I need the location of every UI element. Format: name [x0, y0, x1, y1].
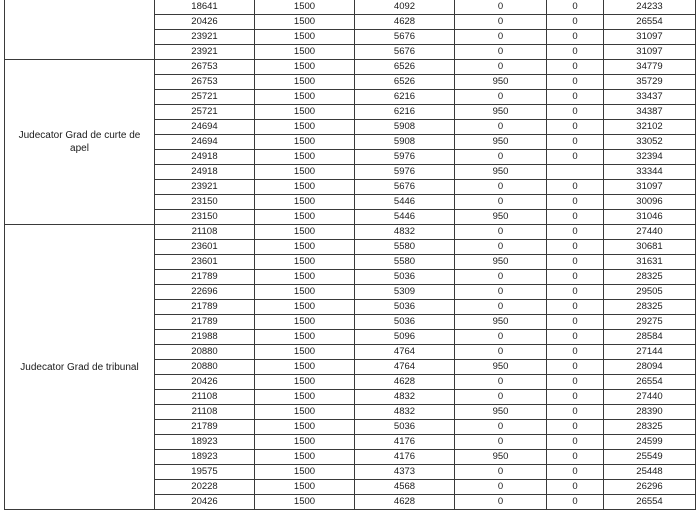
table-cell: 4832: [355, 390, 455, 405]
table-cell: 1500: [255, 120, 355, 135]
table-cell: 0: [455, 285, 547, 300]
table-cell: 23601: [155, 255, 255, 270]
table-cell: 21108: [155, 225, 255, 240]
table-cell: 4628: [355, 15, 455, 30]
table-cell: 0: [547, 30, 604, 45]
table-cell: 24233: [604, 0, 696, 15]
table-cell: 29505: [604, 285, 696, 300]
table-cell: 1500: [255, 270, 355, 285]
table-cell: 34779: [604, 60, 696, 75]
table-cell: 0: [547, 255, 604, 270]
table-cell: 1500: [255, 360, 355, 375]
table-cell: 31046: [604, 210, 696, 225]
table-cell: 0: [547, 435, 604, 450]
table-cell: 4176: [355, 435, 455, 450]
table-cell: 26554: [604, 495, 696, 510]
table-cell: 0: [547, 345, 604, 360]
table-cell: 20880: [155, 345, 255, 360]
table-cell: 0: [455, 15, 547, 30]
table-cell: 0: [547, 45, 604, 60]
table-cell: 21108: [155, 390, 255, 405]
table-cell: 24694: [155, 120, 255, 135]
table-cell: 1500: [255, 480, 355, 495]
table-cell: 4568: [355, 480, 455, 495]
table-cell: 0: [455, 330, 547, 345]
table-cell: 1500: [255, 255, 355, 270]
table-cell: 0: [547, 150, 604, 165]
table-cell: 5908: [355, 135, 455, 150]
table-cell: 25549: [604, 450, 696, 465]
table-cell: 20426: [155, 495, 255, 510]
table-cell: 28390: [604, 405, 696, 420]
table-cell: 0: [455, 480, 547, 495]
table-cell: 1500: [255, 345, 355, 360]
table-cell: 0: [455, 225, 547, 240]
table-cell: 0: [455, 240, 547, 255]
table-row: [5, 225, 696, 240]
table-cell: 0: [547, 195, 604, 210]
table-cell: 0: [547, 480, 604, 495]
table-cell: 1500: [255, 495, 355, 510]
table-cell: 0: [455, 120, 547, 135]
table-cell: 950: [455, 450, 547, 465]
table-cell: 1500: [255, 15, 355, 30]
table-cell: 5309: [355, 285, 455, 300]
table-cell: 4764: [355, 360, 455, 375]
table-cell: 0: [547, 420, 604, 435]
table-cell: 1500: [255, 180, 355, 195]
table-cell: 4628: [355, 495, 455, 510]
table-cell: 0: [547, 225, 604, 240]
table-cell: 1500: [255, 240, 355, 255]
table-cell: 950: [455, 105, 547, 120]
table-cell: 19575: [155, 465, 255, 480]
table-cell: 0: [547, 330, 604, 345]
table-cell: 26554: [604, 15, 696, 30]
table-cell: 6216: [355, 105, 455, 120]
table-cell: 22696: [155, 285, 255, 300]
table-cell: 21988: [155, 330, 255, 345]
table-cell: 27144: [604, 345, 696, 360]
group-label: Judecator Grad de curte de apel: [5, 60, 155, 225]
table-cell: 0: [455, 375, 547, 390]
table-cell: 1500: [255, 105, 355, 120]
table-cell: 1500: [255, 450, 355, 465]
table-cell: 1500: [255, 210, 355, 225]
table-row: [5, 0, 696, 15]
table-cell: 950: [455, 315, 547, 330]
table-cell: 1500: [255, 330, 355, 345]
table-cell: 950: [455, 405, 547, 420]
table-cell: 0: [455, 30, 547, 45]
table-cell: 31097: [604, 45, 696, 60]
table-cell: 0: [547, 180, 604, 195]
table-cell: 0: [547, 60, 604, 75]
table-cell: 1500: [255, 375, 355, 390]
table-cell: 20880: [155, 360, 255, 375]
table-cell: 25721: [155, 105, 255, 120]
table-cell: 0: [547, 240, 604, 255]
table-cell: 1500: [255, 45, 355, 60]
table-cell: 1500: [255, 0, 355, 15]
table-cell: 1500: [255, 435, 355, 450]
table-cell: 0: [547, 390, 604, 405]
table-cell: 0: [547, 360, 604, 375]
table-cell: 34387: [604, 105, 696, 120]
table-cell: 1500: [255, 195, 355, 210]
table-cell: 21789: [155, 420, 255, 435]
table-cell: 32102: [604, 120, 696, 135]
table-cell: 24694: [155, 135, 255, 150]
table-cell: 0: [455, 60, 547, 75]
table-cell: 950: [455, 255, 547, 270]
group-label: Judecator Grad de tribunal: [5, 225, 155, 510]
table-cell: 0: [455, 150, 547, 165]
table-cell: 0: [455, 345, 547, 360]
table-cell: 20426: [155, 15, 255, 30]
table-cell: 1500: [255, 390, 355, 405]
table-cell: 1500: [255, 225, 355, 240]
table-cell: 0: [455, 0, 547, 15]
table-cell: 23601: [155, 240, 255, 255]
table-cell: 25721: [155, 90, 255, 105]
table-cell: 28325: [604, 270, 696, 285]
table-cell: 23921: [155, 45, 255, 60]
table-cell: 29275: [604, 315, 696, 330]
table-cell: 5676: [355, 30, 455, 45]
table-cell: 33437: [604, 90, 696, 105]
table-cell: 5036: [355, 420, 455, 435]
group-label: [5, 0, 155, 60]
table-cell: 28325: [604, 300, 696, 315]
table-cell: 0: [547, 120, 604, 135]
table-cell: 0: [547, 405, 604, 420]
table-cell: 23921: [155, 180, 255, 195]
table-cell: 30681: [604, 240, 696, 255]
table-cell: 1500: [255, 405, 355, 420]
table-cell: 4092: [355, 0, 455, 15]
table-cell: 1500: [255, 300, 355, 315]
table-cell: 0: [455, 90, 547, 105]
table-cell: 1500: [255, 150, 355, 165]
table-cell: 26753: [155, 75, 255, 90]
table-cell: 6216: [355, 90, 455, 105]
table-cell: 0: [547, 135, 604, 150]
table-cell: 1500: [255, 30, 355, 45]
table-cell: 950: [455, 210, 547, 225]
salary-table: [4, 0, 696, 510]
table-cell: 1500: [255, 165, 355, 180]
table-cell: 18641: [155, 0, 255, 15]
table-cell: 1500: [255, 420, 355, 435]
table-cell: 0: [455, 495, 547, 510]
table-cell: 0: [547, 90, 604, 105]
table-cell: 0: [547, 285, 604, 300]
table-cell: 1500: [255, 60, 355, 75]
table-cell: 950: [455, 165, 547, 180]
table-cell: 6526: [355, 75, 455, 90]
table-cell: 0: [547, 495, 604, 510]
table-cell: 24599: [604, 435, 696, 450]
table-cell: 5446: [355, 210, 455, 225]
table-cell: 0: [547, 0, 604, 15]
table-cell: 1500: [255, 285, 355, 300]
table-cell: 0: [455, 465, 547, 480]
table-cell: 4176: [355, 450, 455, 465]
table-cell: 18923: [155, 450, 255, 465]
table-cell: 33344: [604, 165, 696, 180]
table-cell: 35729: [604, 75, 696, 90]
table-cell: 0: [455, 195, 547, 210]
table-cell: 0: [547, 75, 604, 90]
table-cell: 5908: [355, 120, 455, 135]
table-cell: 0: [455, 300, 547, 315]
table-cell: 28325: [604, 420, 696, 435]
table-cell: 5580: [355, 240, 455, 255]
table-cell: 23921: [155, 30, 255, 45]
table-cell: 0: [547, 465, 604, 480]
table-cell: 33052: [604, 135, 696, 150]
table-cell: 24918: [155, 165, 255, 180]
table-cell: 21789: [155, 270, 255, 285]
table-cell: 5036: [355, 315, 455, 330]
table-cell: 5676: [355, 180, 455, 195]
table-cell: 27440: [604, 225, 696, 240]
table-cell: 32394: [604, 150, 696, 165]
table-cell: 5580: [355, 255, 455, 270]
table-cell: 0: [547, 375, 604, 390]
table-cell: 1500: [255, 465, 355, 480]
table-cell: 26296: [604, 480, 696, 495]
table-cell: 0: [547, 210, 604, 225]
table-cell: 0: [455, 390, 547, 405]
table-cell: 23150: [155, 210, 255, 225]
table-cell: 26554: [604, 375, 696, 390]
table-cell: 950: [455, 75, 547, 90]
table-cell: 4373: [355, 465, 455, 480]
table-cell: 31097: [604, 30, 696, 45]
table-cell: 0: [547, 315, 604, 330]
table-cell: 26753: [155, 60, 255, 75]
table-cell: 4628: [355, 375, 455, 390]
table-cell: 25448: [604, 465, 696, 480]
table-cell: 1500: [255, 90, 355, 105]
table-cell: 6526: [355, 60, 455, 75]
table-cell: 1500: [255, 135, 355, 150]
table-cell: [547, 165, 604, 180]
table-cell: 24918: [155, 150, 255, 165]
table-cell: 5446: [355, 195, 455, 210]
table-cell: 0: [547, 300, 604, 315]
table-cell: 28584: [604, 330, 696, 345]
table-cell: 0: [455, 435, 547, 450]
table-cell: 5976: [355, 150, 455, 165]
table-cell: 5036: [355, 300, 455, 315]
table-cell: 30096: [604, 195, 696, 210]
table-cell: 4764: [355, 345, 455, 360]
table-cell: 1500: [255, 315, 355, 330]
table-cell: 4832: [355, 405, 455, 420]
table-cell: 21108: [155, 405, 255, 420]
table-cell: 0: [547, 450, 604, 465]
table-cell: 21789: [155, 315, 255, 330]
table-cell: 23150: [155, 195, 255, 210]
table-cell: 950: [455, 135, 547, 150]
table-cell: 18923: [155, 435, 255, 450]
table-cell: 5676: [355, 45, 455, 60]
table-cell: 1500: [255, 75, 355, 90]
table-cell: 0: [547, 105, 604, 120]
table-cell: 0: [547, 270, 604, 285]
table-cell: 0: [455, 270, 547, 285]
table-cell: 5976: [355, 165, 455, 180]
table-cell: 28094: [604, 360, 696, 375]
table-cell: 21789: [155, 300, 255, 315]
table-cell: 4832: [355, 225, 455, 240]
salary-table-body: [5, 0, 696, 510]
table-cell: 950: [455, 360, 547, 375]
table-row: [5, 60, 696, 75]
table-cell: 27440: [604, 390, 696, 405]
table-cell: 5036: [355, 270, 455, 285]
table-cell: 31631: [604, 255, 696, 270]
table-cell: 0: [455, 420, 547, 435]
table-cell: 20426: [155, 375, 255, 390]
table-cell: 0: [455, 180, 547, 195]
table-cell: 5096: [355, 330, 455, 345]
table-cell: 0: [455, 45, 547, 60]
table-cell: 20228: [155, 480, 255, 495]
table-cell: 0: [547, 15, 604, 30]
table-cell: 31097: [604, 180, 696, 195]
